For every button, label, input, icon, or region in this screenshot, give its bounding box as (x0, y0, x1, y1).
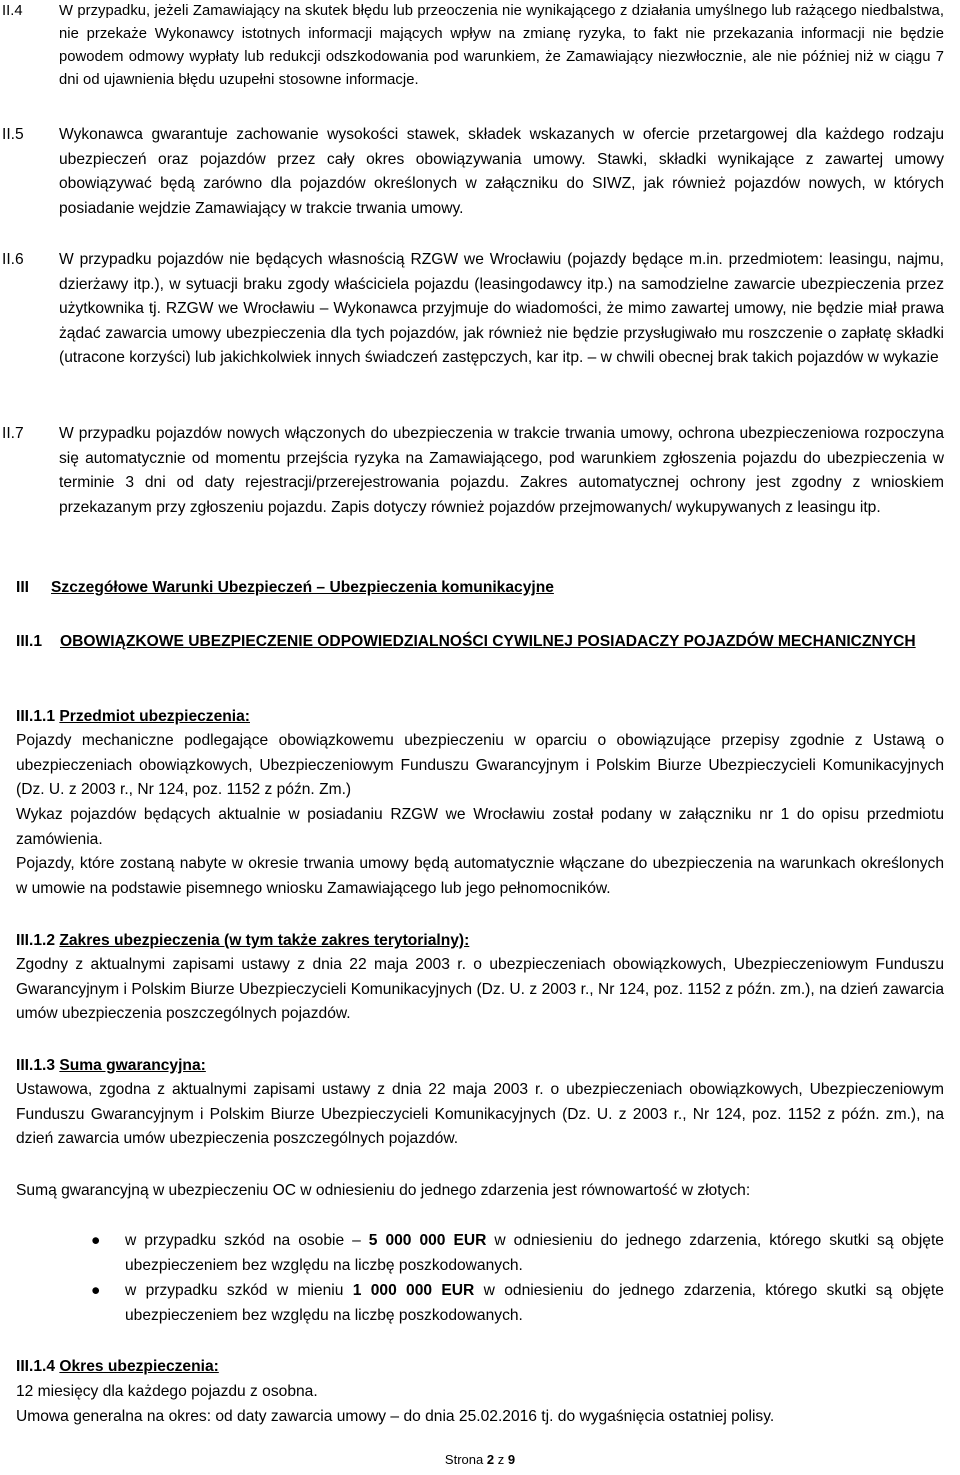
section-title: OBOWIĄZKOWE UBEZPIECZENIE ODPOWIEDZIALNOŚCI CYWILNEJ POSIADACZY POJAZDÓW MECHANICZNYCH (60, 633, 916, 650)
section-title: Szczegółowe Warunki Ubezpieczeń – Ubezpieczenia komunikacyjne (51, 579, 554, 596)
subsection-number: III.1.1 (16, 708, 56, 725)
paragraph: Umowa generalna na okres: od daty zawarcia umowy – do dnia 25.02.2016 tj. do wygaśnięcia ostatniej polisy. (16, 1408, 775, 1425)
clause-number: II.5 (2, 126, 24, 143)
list-item-text: w odniesieniu do jednego zdarzenia, którego skutki są objęte ubezpieczeniem bez względu na liczbę poszkodowanych. (125, 1282, 944, 1324)
list-item-text: w odniesieniu do jednego zdarzenia, którego skutki są objęte ubezpieczeniem bez względu na liczbę poszkodowanych. (125, 1232, 944, 1274)
guarantee-list (0, 1229, 960, 1328)
section-III-heading (16, 576, 554, 601)
paragraph: Pojazdy, które zostaną nabyte w okresie trwania umowy będą automatycznie włączane do ubezpieczenia na warunkach określonych w umowie na podstawie pisemnego wniosku Zamawiającego lub jego pełnomocników. (16, 855, 944, 897)
subsection-number: III.1.4 (16, 1358, 56, 1375)
list-item (91, 1229, 944, 1278)
list-item-amount: 1 000 000 EUR (352, 1282, 475, 1299)
clause-text: W przypadku pojazdów nowych włączonych do ubezpieczenia w trakcie trwania umowy, ochrona ubezpieczeniowa rozpoczyna się automatycznie od momentu przejścia ryzyka na Zamawiającego, pod warunkiem zgłoszenia pojazdu do ubezpieczenia w terminie 3 dni od daty rejestracji/przerejestrowania pojazdu. Zakres automatycznej ochrony jest zgodny z wnioskiem przekazanym przy zgłoszeniu pojazdu. Zapis dotyczy również pojazdów przejmowanych/ wykupywanych z leasingu itp. (59, 425, 944, 516)
clause-II-6 (0, 248, 960, 371)
list-item-text: w przypadku szkód w mieniu (125, 1282, 353, 1299)
clause-II-4 (0, 0, 960, 92)
clause-text: Wykonawca gwarantuje zachowanie wysokości stawek, składek wskazanych w ofercie przetargowej dla każdego rodzaju ubezpieczeń oraz pojazdów przez cały okres obowiązywania umowy. Stawki, składki wynikające z zawartej umowy obowiązywać będą zarówno dla pojazdów określonych w załączniku do SIWZ, jak również pojazdów nowych, w których posiadanie wejdzie Zamawiający w trakcie trwania umowy. (59, 126, 944, 217)
subsection-title: Suma gwarancyjna: (59, 1057, 206, 1074)
subsection-III-1-3-heading (0, 1054, 206, 1079)
section-III-1-heading (16, 630, 944, 655)
page-footer (0, 1452, 960, 1467)
page-label: Strona (444, 1452, 484, 1467)
paragraph: Sumą gwarancyjną w ubezpieczeniu OC w odniesieniu do jednego zdarzenia jest równowartość w złotych: (16, 1182, 751, 1199)
subsection-number: III.1.3 (16, 1057, 56, 1074)
section-number: III.1 (16, 633, 43, 650)
clause-II-7 (0, 422, 960, 520)
bullet-icon: ● (91, 1232, 101, 1249)
current-page: 2 (486, 1452, 495, 1467)
total-pages: 9 (507, 1452, 516, 1467)
list-item-amount: 5 000 000 EUR (368, 1232, 487, 1249)
list-item (91, 1279, 944, 1328)
subsection-title: Okres ubezpieczenia: (59, 1358, 219, 1375)
clause-text: W przypadku, jeżeli Zamawiający na skutek błędu lub przeoczenia nie wynikającego z działania umyślnego lub rażącego niedbalstwa, nie przekaże Wykonawcy istotnych informacji mających wpływ na zmianę ryzyka, to fakt nie przekazania informacji nie będzie powodem odmowy wypłaty lub redukcji odszkodowania pod warunkiem, że Zamawiający niezwłocznie, ale nie później niż w ciągu 7 dni od ujawnienia błędu uzupełni stosowne informacje. (59, 3, 944, 88)
paragraph: Wykaz pojazdów będących aktualnie w posiadaniu RZGW we Wrocławiu został podany w załączniku nr 1 do opisu przedmiotu zamówienia. (16, 806, 944, 848)
paragraph: Ustawowa, zgodna z aktualnymi zapisami ustawy z dnia 22 maja 2003 r. o ubezpieczeniach obowiązkowych, Ubezpieczeniowym Funduszu Gwarancyjnym i Polskim Biurze Ubezpieczycieli Komunikacyjnych (Dz. U. z 2003 r., Nr 124, poz. 1152 z późn. zm.), na dzień zawarcia umów ubezpieczenia poszczególnych pojazdów. (16, 1081, 944, 1147)
subsection-III-1-4-heading (0, 1355, 219, 1380)
subsection-III-1-2-heading (0, 929, 469, 954)
clause-II-5 (0, 123, 960, 221)
clause-number: II.7 (2, 425, 24, 442)
page-separator: z (497, 1452, 505, 1467)
clause-number: II.4 (2, 3, 23, 19)
list-item-text: w przypadku szkód na osobie – (125, 1232, 369, 1249)
paragraph: Pojazdy mechaniczne podlegające obowiązkowemu ubezpieczeniu w oparciu o obowiązujące przepisy zgodnie z Ustawą o ubezpieczeniach obowiązkowych, Ubezpieczeniowym Funduszu Gwarancyjnym i Polskim Biurze Ubezpieczycieli Komunikacyjnych (Dz. U. z 2003 r., Nr 124, poz. 1152 z późn. Zm.) (16, 732, 944, 798)
clause-number: II.6 (2, 251, 24, 268)
paragraph: Zgodny z aktualnymi zapisami ustawy z dnia 22 maja 2003 r. o ubezpieczeniach obowiązkowych, Ubezpieczeniowym Funduszu Gwarancyjnym i Polskim Biurze Ubezpieczycieli Komunikacyjnych (Dz. U. z 2003 r., Nr 124, poz. 1152 z późn. zm.), na dzień zawarcia umów ubezpieczenia poszczególnych pojazdów. (16, 956, 944, 1022)
subsection-title: Zakres ubezpieczenia (w tym także zakres terytorialny): (59, 932, 470, 949)
paragraph: 12 miesięcy dla każdego pojazdu z osobna. (16, 1383, 318, 1400)
section-number: III (16, 579, 29, 596)
subsection-number: III.1.2 (16, 932, 56, 949)
subsection-title: Przedmiot ubezpieczenia: (59, 708, 250, 725)
clause-text: W przypadku pojazdów nie będących własnością RZGW we Wrocławiu (pojazdy będące m.in. przedmiotem: leasingu, najmu, dzierżawy itp.), w sytuacji braku zgody właściciela pojazdu (leasingodawcy itp.) na samodzielne zawarcie ubezpieczenia przez użytkownika tj. RZGW we Wrocławiu – Wykonawca przyjmuje do wiadomości, że mimo zawartej umowy, nie będzie miał prawa żądać zawarcia umowy ubezpieczenia dla tych pojazdów, jak również nie będzie przysługiwało mu roszczenie o zapłatę składki (utracone korzyści) lub jakichkolwiek innych świadczeń zastępczych, kar itp. – w chwili obecnej brak takich pojazdów w wykazie (59, 251, 944, 366)
subsection-III-1-1-heading (0, 705, 250, 730)
bullet-icon: ● (91, 1282, 101, 1299)
